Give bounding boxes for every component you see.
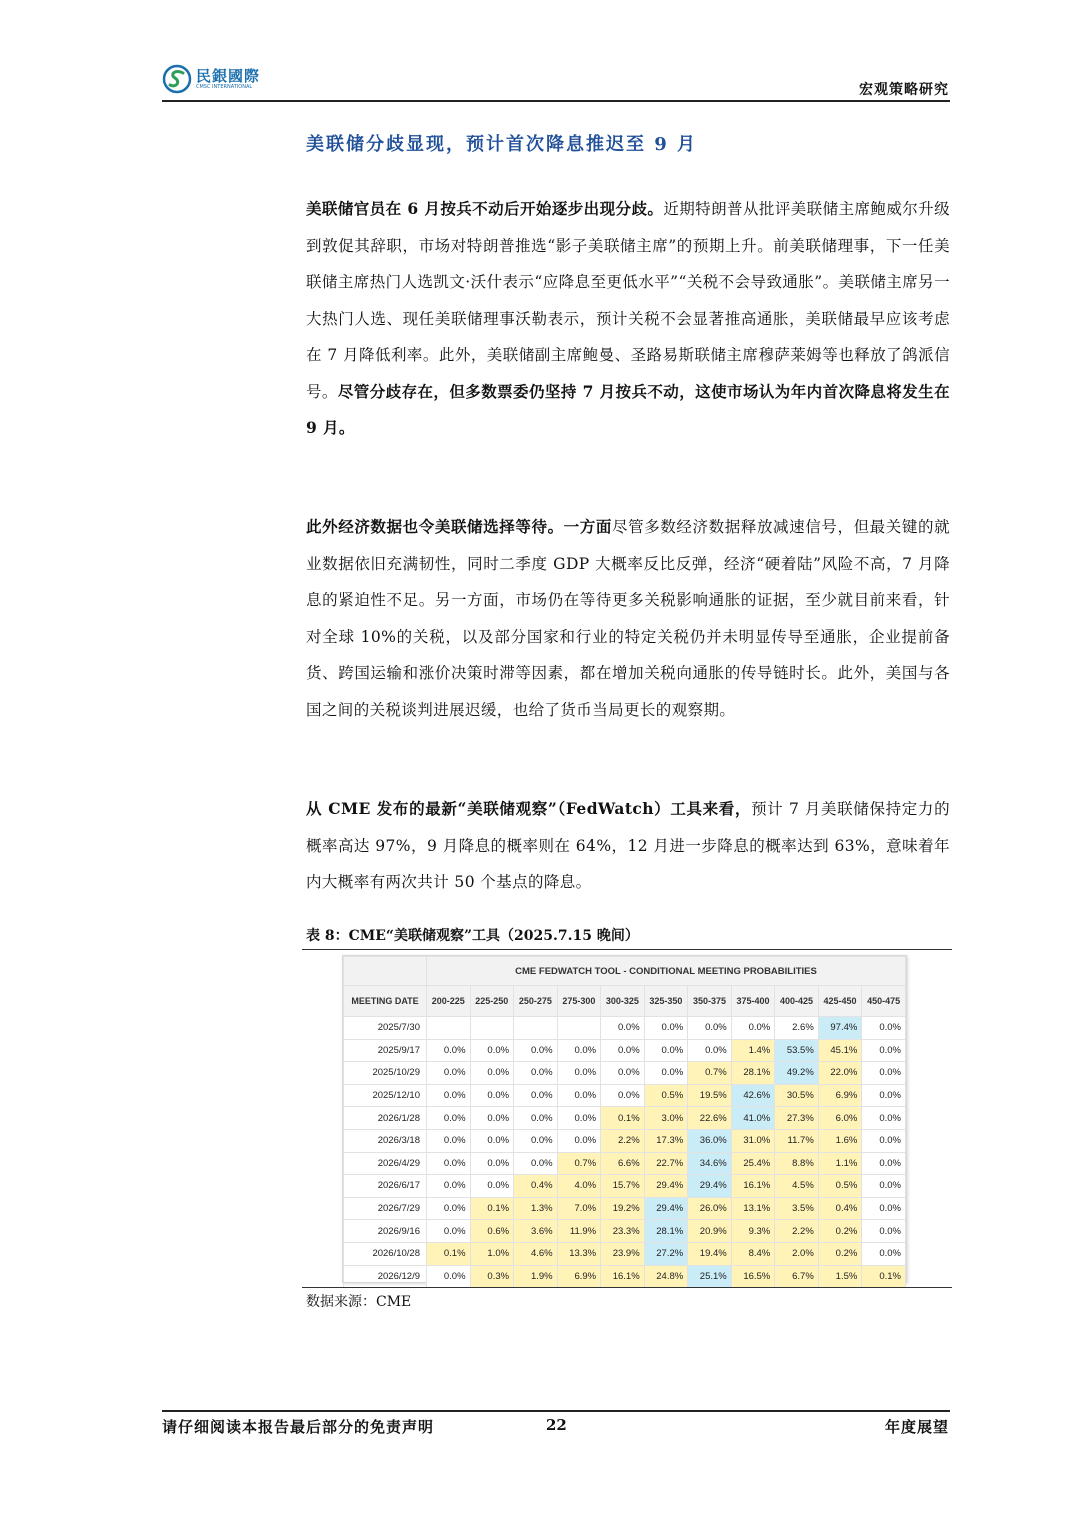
meeting-date-cell: 2025/9/17 bbox=[344, 1039, 427, 1062]
header-rate-range: 425-450 bbox=[818, 986, 862, 1017]
probability-cell: 4.6% bbox=[514, 1242, 558, 1265]
caption-divider bbox=[302, 949, 952, 950]
table-row bbox=[344, 1197, 906, 1220]
probability-cell: 2.2% bbox=[775, 1220, 819, 1243]
fedwatch-table bbox=[343, 956, 906, 1288]
paragraph-2-body: 尽管多数经济数据释放减速信号，但最关键的就业数据依旧充满韧性，同时二季度 GDP 大概率反比反弹，经济“硬着陆”风险不高，7 月降息的紧迫性不足。另一方面，市场仍在等待更多关税影响通胀的证据，至少就目前来看，针对全球 10%的关税，以及部分国家和行业的特定关税仍并未明显传导至通胀，企业提前备货、跨国运输和涨价决策时滞等因素，都在增加关税向通胀的传导链时长。此外，美国与各国之间的关税谈判进展迟缓，也给了货币当局更长的观察期。 bbox=[306, 518, 950, 719]
company-logo bbox=[162, 64, 260, 94]
probability-cell: 0.1% bbox=[427, 1242, 471, 1265]
meeting-date-cell: 2025/10/29 bbox=[344, 1062, 427, 1085]
probability-cell: 6.9% bbox=[557, 1265, 601, 1288]
probability-cell: 0.0% bbox=[470, 1084, 514, 1107]
probability-cell: 16.1% bbox=[731, 1175, 775, 1198]
section-title: 美联储分歧显现，预计首次降息推迟至 9 月 bbox=[306, 134, 698, 155]
probability-cell: 0.0% bbox=[427, 1220, 471, 1243]
probability-cell: 28.1% bbox=[644, 1220, 688, 1243]
probability-cell: 29.4% bbox=[688, 1175, 732, 1198]
table-row bbox=[344, 1062, 906, 1085]
probability-cell: 9.3% bbox=[731, 1220, 775, 1243]
fedwatch-title-blank bbox=[344, 957, 427, 986]
probability-cell: 49.2% bbox=[775, 1062, 819, 1085]
table-row bbox=[344, 1129, 906, 1152]
header-rate-range: 400-425 bbox=[775, 986, 819, 1017]
probability-cell: 1.0% bbox=[470, 1242, 514, 1265]
table-caption: 表 8：CME“美联储观察”工具（2025.7.15 晚间） bbox=[306, 928, 639, 944]
probability-cell: 0.0% bbox=[470, 1039, 514, 1062]
page-number: 22 bbox=[546, 1416, 567, 1434]
source-divider bbox=[302, 1287, 952, 1288]
probability-cell: 13.1% bbox=[731, 1197, 775, 1220]
probability-cell: 0.0% bbox=[427, 1062, 471, 1085]
table-row bbox=[344, 1039, 906, 1062]
cmsc-logo-icon bbox=[162, 64, 192, 94]
table-row bbox=[344, 1107, 906, 1130]
probability-cell: 1.3% bbox=[514, 1197, 558, 1220]
meeting-date-cell: 2025/12/10 bbox=[344, 1084, 427, 1107]
probability-cell: 0.0% bbox=[514, 1107, 558, 1130]
table-row bbox=[344, 1152, 906, 1175]
probability-cell: 0.5% bbox=[818, 1175, 862, 1198]
probability-cell: 0.0% bbox=[862, 1197, 906, 1220]
fedwatch-table-image bbox=[342, 955, 907, 1283]
probability-cell: 8.4% bbox=[731, 1242, 775, 1265]
meeting-date-cell: 2026/6/17 bbox=[344, 1175, 427, 1198]
probability-cell: 0.0% bbox=[862, 1220, 906, 1243]
probability-cell: 34.6% bbox=[688, 1152, 732, 1175]
probability-cell: 0.0% bbox=[644, 1039, 688, 1062]
probability-cell: 0.0% bbox=[601, 1039, 645, 1062]
meeting-date-cell: 2026/7/29 bbox=[344, 1197, 427, 1220]
probability-cell: 4.0% bbox=[557, 1175, 601, 1198]
probability-cell: 0.5% bbox=[644, 1084, 688, 1107]
probability-cell: 15.7% bbox=[601, 1175, 645, 1198]
probability-cell: 0.0% bbox=[514, 1129, 558, 1152]
probability-cell: 0.0% bbox=[427, 1265, 471, 1288]
probability-cell: 0.0% bbox=[644, 1062, 688, 1085]
probability-cell: 0.0% bbox=[862, 1039, 906, 1062]
probability-cell: 0.0% bbox=[427, 1107, 471, 1130]
probability-cell: 0.2% bbox=[818, 1242, 862, 1265]
header-rate-range: 450-475 bbox=[862, 986, 906, 1017]
probability-cell: 0.0% bbox=[862, 1152, 906, 1175]
probability-cell: 2.2% bbox=[601, 1129, 645, 1152]
probability-cell: 3.0% bbox=[644, 1107, 688, 1130]
probability-cell: 25.1% bbox=[688, 1265, 732, 1288]
meeting-date-cell: 2025/7/30 bbox=[344, 1017, 427, 1040]
header-rate-range: 375-400 bbox=[731, 986, 775, 1017]
probability-cell: 6.0% bbox=[818, 1107, 862, 1130]
header-rate-range: 275-300 bbox=[557, 986, 601, 1017]
header-rate-range: 225-250 bbox=[470, 986, 514, 1017]
logo-chinese-name: 民銀國際 bbox=[196, 66, 261, 85]
probability-cell: 19.2% bbox=[601, 1197, 645, 1220]
probability-cell: 0.0% bbox=[427, 1175, 471, 1198]
probability-cell: 0.0% bbox=[470, 1107, 514, 1130]
probability-cell: 17.3% bbox=[644, 1129, 688, 1152]
paragraph-1 bbox=[306, 191, 950, 447]
header-meeting-date: MEETING DATE bbox=[344, 986, 427, 1017]
meeting-date-cell: 2026/10/28 bbox=[344, 1242, 427, 1265]
probability-cell: 0.0% bbox=[862, 1129, 906, 1152]
header-divider bbox=[162, 100, 950, 102]
probability-cell: 0.0% bbox=[427, 1084, 471, 1107]
probability-cell: 0.0% bbox=[862, 1242, 906, 1265]
probability-cell: 1.1% bbox=[818, 1152, 862, 1175]
probability-cell: 0.0% bbox=[601, 1017, 645, 1040]
probability-cell: 97.4% bbox=[818, 1017, 862, 1040]
probability-cell: 3.5% bbox=[775, 1197, 819, 1220]
probability-cell: 0.0% bbox=[688, 1017, 732, 1040]
probability-cell: 27.3% bbox=[775, 1107, 819, 1130]
paragraph-2-lead: 此外经济数据也令美联储选择等待。一方面 bbox=[306, 517, 612, 536]
probability-cell: 45.1% bbox=[818, 1039, 862, 1062]
probability-cell: 0.0% bbox=[601, 1084, 645, 1107]
table-row bbox=[344, 1242, 906, 1265]
probability-cell: 6.7% bbox=[775, 1265, 819, 1288]
probability-cell: 0.0% bbox=[427, 1039, 471, 1062]
header-rate-range: 250-275 bbox=[514, 986, 558, 1017]
probability-cell: 0.1% bbox=[862, 1265, 906, 1288]
probability-cell: 16.1% bbox=[601, 1265, 645, 1288]
probability-cell: 0.0% bbox=[688, 1039, 732, 1062]
probability-cell: 0.0% bbox=[862, 1084, 906, 1107]
probability-cell: 42.6% bbox=[731, 1084, 775, 1107]
paragraph-1-lead: 美联储官员在 6 月按兵不动后开始逐步出现分歧。 bbox=[306, 199, 664, 218]
probability-cell: 22.6% bbox=[688, 1107, 732, 1130]
probability-cell: 0.0% bbox=[514, 1152, 558, 1175]
probability-cell: 0.1% bbox=[601, 1107, 645, 1130]
probability-cell: 24.8% bbox=[644, 1265, 688, 1288]
footer-divider bbox=[162, 1410, 950, 1412]
probability-cell: 0.0% bbox=[470, 1129, 514, 1152]
paragraph-3 bbox=[306, 791, 950, 901]
probability-cell: 0.4% bbox=[818, 1197, 862, 1220]
probability-cell: 30.5% bbox=[775, 1084, 819, 1107]
probability-cell: 0.0% bbox=[427, 1129, 471, 1152]
meeting-date-cell: 2026/1/28 bbox=[344, 1107, 427, 1130]
paragraph-1-body: 近期特朗普从批评美联储主席鲍威尔升级到敦促其辞职，市场对特朗普推选“影子美联储主席”的预期上升。前美联储理事，下一任美联储主席热门人选凯文·沃什表示“应降息至更低水平”“关税不会导致通胀”。美联储主席另一大热门人选、现任美联储理事沃勒表示，预计关税不会显著推高通胀，美联储最早应该考虑在 7 月降低利率。此外，美联储副主席鲍曼、圣路易斯联储主席穆萨莱姆等也释放了鸽派信号。 bbox=[306, 200, 951, 401]
header-rate-range: 350-375 bbox=[688, 986, 732, 1017]
probability-cell: 26.0% bbox=[688, 1197, 732, 1220]
probability-cell: 23.9% bbox=[601, 1242, 645, 1265]
probability-cell: 4.5% bbox=[775, 1175, 819, 1198]
fedwatch-title-row bbox=[344, 957, 906, 986]
probability-cell: 11.9% bbox=[557, 1220, 601, 1243]
fedwatch-header-row bbox=[344, 986, 906, 1017]
probability-cell: 16.5% bbox=[731, 1265, 775, 1288]
probability-cell: 19.5% bbox=[688, 1084, 732, 1107]
probability-cell: 8.8% bbox=[775, 1152, 819, 1175]
probability-cell: 0.0% bbox=[427, 1197, 471, 1220]
probability-cell: 1.5% bbox=[818, 1265, 862, 1288]
probability-cell: 2.0% bbox=[775, 1242, 819, 1265]
probability-cell: 2.6% bbox=[775, 1017, 819, 1040]
footer-disclaimer: 请仔细阅读本报告最后部分的免责声明 bbox=[162, 1418, 435, 1436]
probability-cell: 0.1% bbox=[470, 1197, 514, 1220]
header-rate-range: 325-350 bbox=[644, 986, 688, 1017]
probability-cell: 20.9% bbox=[688, 1220, 732, 1243]
table-row bbox=[344, 1175, 906, 1198]
probability-cell: 6.9% bbox=[818, 1084, 862, 1107]
probability-cell: 0.0% bbox=[470, 1152, 514, 1175]
probability-cell: 29.4% bbox=[644, 1175, 688, 1198]
probability-cell: 0.3% bbox=[470, 1265, 514, 1288]
table-row bbox=[344, 1220, 906, 1243]
probability-cell: 0.4% bbox=[514, 1175, 558, 1198]
meeting-date-cell: 2026/3/18 bbox=[344, 1129, 427, 1152]
probability-cell: 22.0% bbox=[818, 1062, 862, 1085]
probability-cell: 7.0% bbox=[557, 1197, 601, 1220]
paragraph-3-body: 预计 7 月美联储保持定力的概率高达 97%，9 月降息的概率则在 64%，12 月进一步降息的概率达到 63%，意味着年内大概率有两次共计 50 个基点的降息。 bbox=[306, 800, 950, 891]
probability-cell: 0.0% bbox=[557, 1039, 601, 1062]
probability-cell: 0.0% bbox=[862, 1017, 906, 1040]
probability-cell: 0.0% bbox=[601, 1062, 645, 1085]
probability-cell bbox=[470, 1017, 514, 1040]
probability-cell: 27.2% bbox=[644, 1242, 688, 1265]
probability-cell: 0.0% bbox=[731, 1017, 775, 1040]
table-row bbox=[344, 1265, 906, 1288]
table-row bbox=[344, 1017, 906, 1040]
probability-cell: 25.4% bbox=[731, 1152, 775, 1175]
meeting-date-cell: 2026/4/29 bbox=[344, 1152, 427, 1175]
probability-cell: 0.0% bbox=[514, 1062, 558, 1085]
probability-cell: 0.0% bbox=[470, 1062, 514, 1085]
probability-cell: 19.4% bbox=[688, 1242, 732, 1265]
probability-cell: 41.0% bbox=[731, 1107, 775, 1130]
probability-cell: 0.0% bbox=[644, 1017, 688, 1040]
probability-cell: 29.4% bbox=[644, 1197, 688, 1220]
meeting-date-cell: 2026/12/9 bbox=[344, 1265, 427, 1288]
logo-english-name: CMSC INTERNATIONAL bbox=[196, 83, 253, 90]
probability-cell: 0.0% bbox=[862, 1062, 906, 1085]
probability-cell: 3.6% bbox=[514, 1220, 558, 1243]
probability-cell: 0.7% bbox=[688, 1062, 732, 1085]
table-row bbox=[344, 1084, 906, 1107]
probability-cell: 1.6% bbox=[818, 1129, 862, 1152]
paragraph-3-lead: 从 CME 发布的最新“美联储观察”（FedWatch）工具来看， bbox=[306, 799, 752, 818]
probability-cell: 0.6% bbox=[470, 1220, 514, 1243]
probability-cell: 0.0% bbox=[514, 1084, 558, 1107]
probability-cell: 1.4% bbox=[731, 1039, 775, 1062]
probability-cell: 31.0% bbox=[731, 1129, 775, 1152]
probability-cell: 0.0% bbox=[862, 1175, 906, 1198]
probability-cell bbox=[427, 1017, 471, 1040]
probability-cell bbox=[514, 1017, 558, 1040]
probability-cell: 23.3% bbox=[601, 1220, 645, 1243]
probability-cell: 0.2% bbox=[818, 1220, 862, 1243]
probability-cell: 0.0% bbox=[557, 1062, 601, 1085]
probability-cell: 0.0% bbox=[557, 1084, 601, 1107]
probability-cell: 53.5% bbox=[775, 1039, 819, 1062]
probability-cell: 0.0% bbox=[427, 1152, 471, 1175]
data-source: 数据来源：CME bbox=[306, 1294, 412, 1310]
paragraph-2 bbox=[306, 509, 950, 728]
probability-cell: 36.0% bbox=[688, 1129, 732, 1152]
paragraph-1-conclusion: 尽管分歧存在，但多数票委仍坚持 7 月按兵不动，这使市场认为年内首次降息将发生在 9 月。 bbox=[306, 381, 950, 437]
probability-cell: 1.9% bbox=[514, 1265, 558, 1288]
report-type: 宏观策略研究 bbox=[859, 82, 949, 98]
probability-cell: 0.0% bbox=[862, 1107, 906, 1130]
fedwatch-title: CME FEDWATCH TOOL - CONDITIONAL MEETING PROBABILITIES bbox=[427, 957, 906, 986]
probability-cell: 22.7% bbox=[644, 1152, 688, 1175]
probability-cell: 11.7% bbox=[775, 1129, 819, 1152]
probability-cell: 0.0% bbox=[557, 1107, 601, 1130]
header-rate-range: 200-225 bbox=[427, 986, 471, 1017]
probability-cell bbox=[557, 1017, 601, 1040]
footer-section: 年度展望 bbox=[884, 1418, 949, 1436]
header-rate-range: 300-325 bbox=[601, 986, 645, 1017]
meeting-date-cell: 2026/9/16 bbox=[344, 1220, 427, 1243]
probability-cell: 28.1% bbox=[731, 1062, 775, 1085]
probability-cell: 0.0% bbox=[470, 1175, 514, 1198]
probability-cell: 0.0% bbox=[557, 1129, 601, 1152]
probability-cell: 6.6% bbox=[601, 1152, 645, 1175]
probability-cell: 13.3% bbox=[557, 1242, 601, 1265]
probability-cell: 0.0% bbox=[514, 1039, 558, 1062]
probability-cell: 0.7% bbox=[557, 1152, 601, 1175]
